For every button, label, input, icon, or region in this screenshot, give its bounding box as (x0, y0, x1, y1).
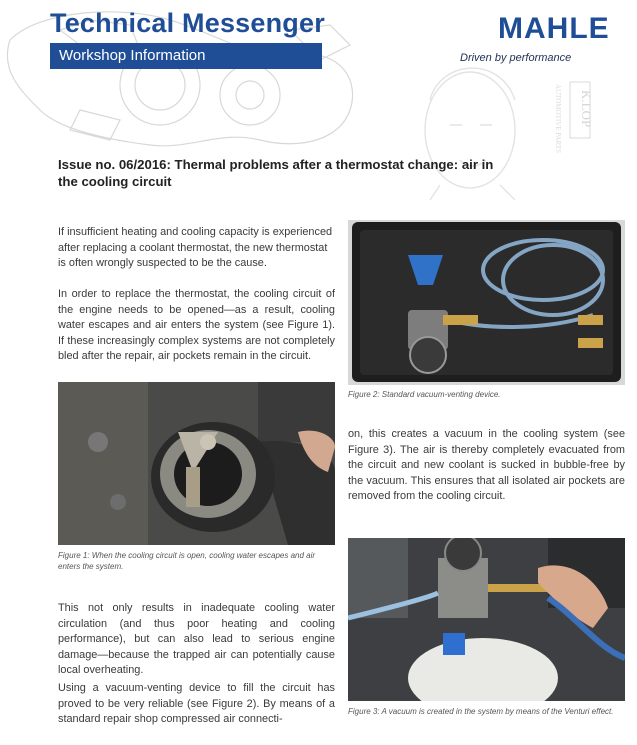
body-paragraph: on, this creates a vacuum in the cooling system (see Figure 3). The air is thereby completely evacuated from the circuit and new coolant is sucked in bubble-free by the vacuum. This ensures that all isolated air pockets are removed from the cooling circuit. (348, 428, 625, 503)
svg-text:AUTOMOTIVE PARTS: AUTOMOTIVE PARTS (554, 84, 562, 154)
watermark-logo (548, 80, 608, 200)
mahle-logo (498, 12, 616, 42)
figure-3-caption: Figure 3: A vacuum is created in the system by means of the Venturi effect. (348, 707, 614, 716)
issue-heading: Issue no. 06/2016: Thermal problems after a thermostat change: air in the cooling circuit (58, 157, 494, 189)
body-paragraph: This not only results in inadequate cooling water circulation (and thus poor heating and cooling performance), but can also lead to serious engine damage—because the trapped air can potentially cause local overheating. (58, 602, 335, 677)
figure-1-caption: Figure 1: When the cooling circuit is open, cooling water escapes and air enters the system. (58, 551, 316, 571)
figure-1-photo (58, 382, 335, 545)
page-title: Technical Messenger (50, 8, 325, 38)
brand-tagline: Driven by performance (460, 52, 572, 64)
figure-2-photo (348, 220, 625, 385)
figure-2-caption: Figure 2: Standard vacuum-venting device. (348, 390, 501, 399)
body-paragraph: In order to replace the thermostat, the cooling circuit of the engine needs to be opened—as a result, cooling water escapes and air enters the system (see Figure 1). If these increasingly complex systems are not completely bled after the repair, air pockets remain in the circuit. (58, 288, 335, 363)
section-banner: Workshop Information (50, 43, 322, 69)
figure-3-photo (348, 538, 625, 701)
svg-text:K.LOP: K.LOP (579, 90, 594, 128)
body-paragraph: Using a vacuum-venting device to fill the circuit has proved to be very reliable (see Figure 2). By means of a standard repair shop compressed air connecti- (58, 682, 335, 726)
intro-paragraph: If insufficient heating and cooling capacity is experienced after replacing a coolant thermostat, the new thermostat is often wrongly suspected to be the cause. (58, 226, 333, 270)
svg-text:MAHLE: MAHLE (498, 12, 610, 42)
